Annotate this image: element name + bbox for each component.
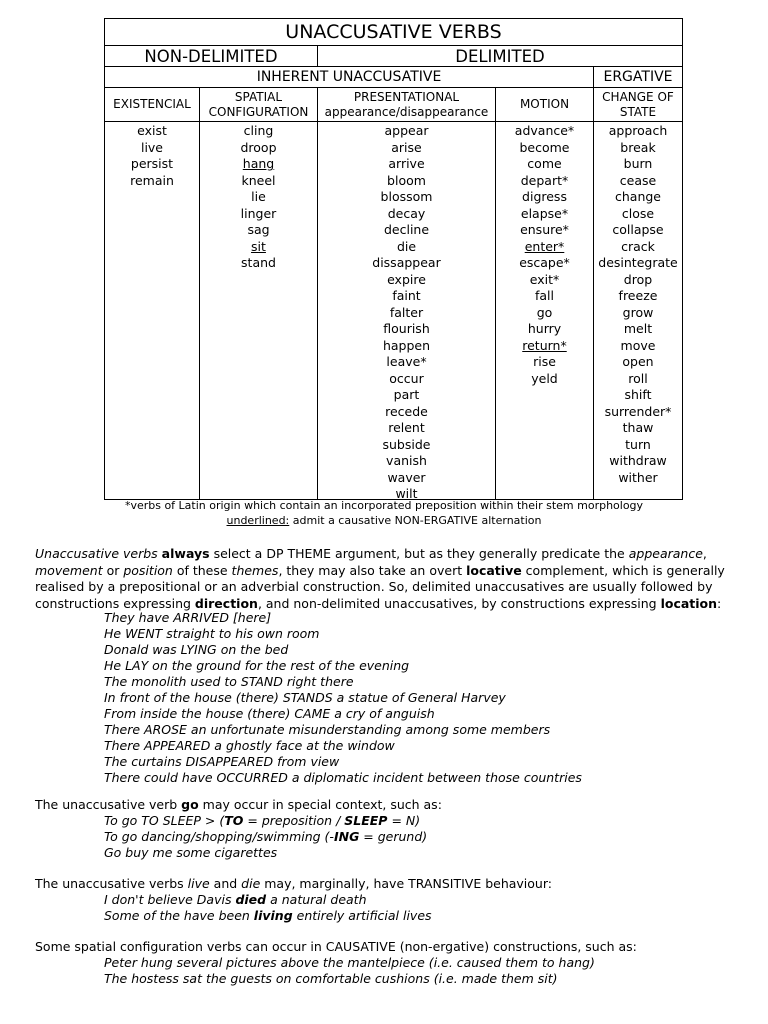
- existencial-column: [105, 122, 199, 499]
- verb-item: remain: [130, 172, 174, 188]
- ex-text: ING: [333, 829, 360, 844]
- verb-item: part: [393, 387, 420, 402]
- verb-item: change: [614, 189, 661, 204]
- example-sentence: [104, 892, 432, 908]
- example-sentence: The monolith used to STAND right there: [104, 674, 354, 689]
- example-sentence: Donald was LYING on the bed: [104, 642, 289, 657]
- verb-item: close: [621, 205, 655, 221]
- ex-text: = N): [387, 813, 421, 828]
- para-text: may occur in special context, such as:: [198, 797, 442, 812]
- example-sentence: There could have OCCURRED a diplomatic incident between those countries: [104, 770, 582, 785]
- verb-item: digress: [522, 189, 567, 204]
- verb-item: melt: [623, 321, 653, 336]
- transitive-paragraph: [35, 876, 735, 893]
- verb-item: break: [620, 139, 656, 155]
- location-direction-examples: [104, 610, 582, 786]
- verb-item: drop: [623, 271, 653, 287]
- spatial-column: [199, 122, 317, 499]
- column-header-row: [105, 88, 682, 122]
- example-sentence: There APPEARED a ghostly face at the window: [104, 738, 395, 753]
- ex-text: = gerund): [359, 829, 428, 844]
- inherent-header: INHERENT UNACCUSATIVE: [256, 69, 442, 85]
- ex-text: died: [235, 892, 267, 907]
- verb-item: kneel: [241, 172, 276, 188]
- verb-item: yeld: [531, 370, 558, 386]
- verb-item: open: [622, 354, 654, 369]
- para-text: direction: [194, 595, 258, 611]
- table-title: UNACCUSATIVE VERBS: [285, 21, 502, 43]
- verb-item: rise: [533, 354, 556, 369]
- verb-item: subside: [382, 436, 431, 452]
- ex-text: TO: [224, 813, 244, 828]
- ergative-header: ERGATIVE: [593, 67, 682, 87]
- para-text: The unaccusative verb: [35, 797, 182, 812]
- para-text: go: [181, 797, 199, 812]
- example-sentence: [104, 813, 427, 829]
- verb-item: grow: [622, 304, 654, 320]
- example-sentence: In front of the house (there) STANDS a statue of General Harvey: [104, 690, 506, 705]
- ex-text: I don't believe Davis: [104, 892, 236, 907]
- verb-item: recede: [385, 403, 428, 419]
- presentational-header-line2: appearance/disappearance: [324, 104, 489, 119]
- example-sentence: Peter hung several pictures above the mantelpiece (i.e. caused them to hang): [104, 955, 595, 970]
- verb-item: vanish: [386, 453, 427, 468]
- verb-item: wilt: [395, 486, 418, 501]
- example-sentence: From inside the house (there) CAME a cry of anguish: [104, 706, 435, 721]
- verb-item-underlined: enter*: [524, 238, 565, 254]
- verb-item: go: [536, 304, 553, 320]
- example-sentence: They have ARRIVED [here]: [104, 610, 272, 625]
- para-text: , and non-delimited unaccusatives, by constructions expressing: [257, 595, 661, 611]
- verb-item: surrender*: [604, 403, 672, 419]
- intro-paragraph: [35, 546, 735, 612]
- go-examples: [104, 813, 427, 861]
- verb-item: bloom: [387, 172, 426, 188]
- verb-item: cease: [619, 172, 657, 188]
- para-text: Unaccusative verbs: [35, 546, 158, 561]
- class-row: [105, 67, 682, 88]
- change-of-state-column: [593, 122, 682, 499]
- verb-item: expire: [387, 271, 426, 287]
- verb-item: appear: [384, 123, 429, 138]
- delimitation-row: [105, 46, 682, 67]
- example-sentence: He WENT straight to his own room: [104, 626, 320, 641]
- para-text: position: [123, 562, 173, 578]
- change-header-line1: CHANGE OF: [602, 89, 674, 104]
- transitive-examples: [104, 892, 432, 924]
- causative-examples: [104, 955, 595, 987]
- para-text: :: [717, 595, 722, 611]
- verb-item: blossom: [380, 189, 433, 204]
- verb-item: arise: [391, 139, 422, 155]
- example-sentence: The hostess sat the guests on comfortable cushions (i.e. made them sit): [104, 971, 558, 986]
- verb-item: persist: [130, 156, 174, 171]
- ex-text: a natural death: [266, 892, 367, 907]
- verb-item: crack: [621, 238, 655, 254]
- example-sentence: Go buy me some cigarettes: [104, 845, 278, 860]
- go-paragraph: [35, 797, 735, 814]
- spatial-header-line1: SPATIAL: [234, 89, 283, 104]
- ex-text: To go TO SLEEP > (: [104, 813, 225, 828]
- verb-item: desintegrate: [598, 255, 678, 270]
- non-delimited-header: NON-DELIMITED: [144, 46, 278, 66]
- causative-paragraph: Some spatial configuration verbs can occur in CAUSATIVE (non-ergative) constructions, such as:: [35, 939, 637, 954]
- ex-text: entirely artificial lives: [292, 908, 432, 923]
- verb-item: escape*: [519, 255, 570, 270]
- example-sentence: The curtains DISAPPEARED from view: [104, 754, 340, 769]
- para-text: live: [187, 876, 210, 891]
- verb-item: faint: [392, 288, 421, 303]
- underlined-label: underlined:: [226, 514, 290, 527]
- verb-item: sag: [247, 222, 270, 237]
- delimited-header: DELIMITED: [317, 46, 682, 66]
- example-sentence: [104, 908, 432, 924]
- verb-item: depart*: [520, 172, 569, 188]
- verb-item: collapse: [612, 222, 664, 237]
- ex-text: Some of the have been: [104, 908, 254, 923]
- verb-item: advance*: [514, 123, 575, 138]
- example-sentence: [104, 829, 427, 845]
- para-text: The unaccusative verbs: [35, 876, 188, 891]
- verb-item: ensure*: [520, 222, 569, 237]
- verb-item: cling: [243, 123, 274, 138]
- presentational-header-line1: PRESENTATIONAL: [353, 89, 460, 104]
- verb-item: elapse*: [520, 205, 569, 221]
- verb-item: move: [620, 337, 656, 353]
- verb-item: linger: [240, 205, 277, 221]
- verb-item-underlined: return*: [522, 337, 567, 353]
- verb-item: decline: [383, 222, 430, 237]
- underlined-footnote: [0, 514, 768, 528]
- para-text: and: [209, 876, 242, 891]
- verb-item: withdraw: [609, 453, 667, 468]
- verb-item: exit*: [529, 271, 560, 287]
- verb-item: wither: [618, 469, 658, 485]
- para-text: movement: [35, 562, 103, 578]
- motion-header: MOTION: [495, 88, 593, 121]
- verb-item: thaw: [622, 420, 654, 435]
- verb-item: become: [519, 139, 570, 155]
- para-text: select a DP THEME argument, but as they generally predicate the: [209, 546, 629, 561]
- para-text: complement, which is generally realised by a prepositional or an adverbial construction. So, delimited unaccusatives are usually followed by constructions expressing: [35, 562, 725, 611]
- para-text: of these: [172, 562, 232, 578]
- ex-text: SLEEP: [344, 813, 388, 828]
- verb-item: falter: [389, 304, 424, 320]
- ex-text: To go dancing/shopping/swimming (-: [104, 829, 334, 844]
- verb-item: decay: [387, 205, 426, 221]
- underlined-explanation: admit a causative NON-ERGATIVE alternation: [289, 514, 542, 527]
- para-text: or: [102, 562, 124, 578]
- verb-item: hurry: [527, 321, 562, 336]
- verb-item: lie: [251, 189, 266, 204]
- verb-item: roll: [628, 370, 648, 386]
- para-text: appearance: [628, 546, 703, 561]
- verb-item-underlined: hang: [242, 156, 275, 171]
- verb-item: occur: [389, 370, 424, 386]
- example-sentence: He LAY on the ground for the rest of the evening: [104, 658, 410, 673]
- change-of-state-header: [593, 88, 682, 121]
- verb-item: dissappear: [372, 255, 441, 270]
- verb-item: happen: [382, 337, 431, 353]
- unaccusative-verbs-table: [104, 18, 683, 500]
- para-text: die: [241, 876, 261, 891]
- ex-text: = preposition /: [243, 813, 345, 828]
- table-title-row: [105, 19, 682, 46]
- verb-item: freeze: [618, 288, 658, 303]
- verb-item: leave*: [386, 354, 427, 369]
- verb-item: burn: [623, 156, 653, 171]
- verb-item: stand: [241, 255, 276, 270]
- verb-item: exist: [137, 123, 167, 138]
- para-text: , they may also take an overt: [278, 562, 467, 578]
- verb-item: approach: [608, 123, 668, 138]
- verb-item: shift: [624, 387, 652, 402]
- verb-item: waver: [387, 469, 426, 485]
- presentational-column: [317, 122, 495, 499]
- para-text: ,: [702, 546, 707, 561]
- spatial-header-line2: CONFIGURATION: [208, 104, 309, 119]
- example-sentence: There AROSE an unfortunate misunderstanding among some members: [104, 722, 551, 737]
- verb-item: relent: [388, 420, 425, 435]
- para-text: location: [660, 595, 718, 611]
- existencial-header: EXISTENCIAL: [113, 97, 191, 111]
- verb-item: flourish: [383, 321, 430, 336]
- latin-footnote: *verbs of Latin origin which contain an incorporated preposition within their stem morphology: [124, 499, 644, 512]
- para-text: may, marginally, have TRANSITIVE behaviour:: [260, 876, 552, 891]
- para-text: locative: [466, 562, 522, 578]
- verb-list-row: [105, 122, 682, 499]
- presentational-header: [317, 88, 495, 121]
- verb-item: come: [527, 156, 562, 171]
- change-header-line2: STATE: [619, 104, 657, 119]
- verb-item: arrive: [388, 156, 425, 171]
- spatial-header: [199, 88, 317, 121]
- motion-column: [495, 122, 593, 499]
- verb-item-underlined: sit: [251, 238, 266, 254]
- verb-item: die: [396, 238, 417, 254]
- verb-item: droop: [240, 139, 277, 155]
- para-text: always: [161, 546, 210, 561]
- para-text: themes: [231, 562, 279, 578]
- verb-item: live: [140, 139, 164, 155]
- verb-item: turn: [625, 436, 651, 452]
- verb-item: fall: [534, 288, 554, 303]
- ex-text: living: [253, 908, 293, 923]
